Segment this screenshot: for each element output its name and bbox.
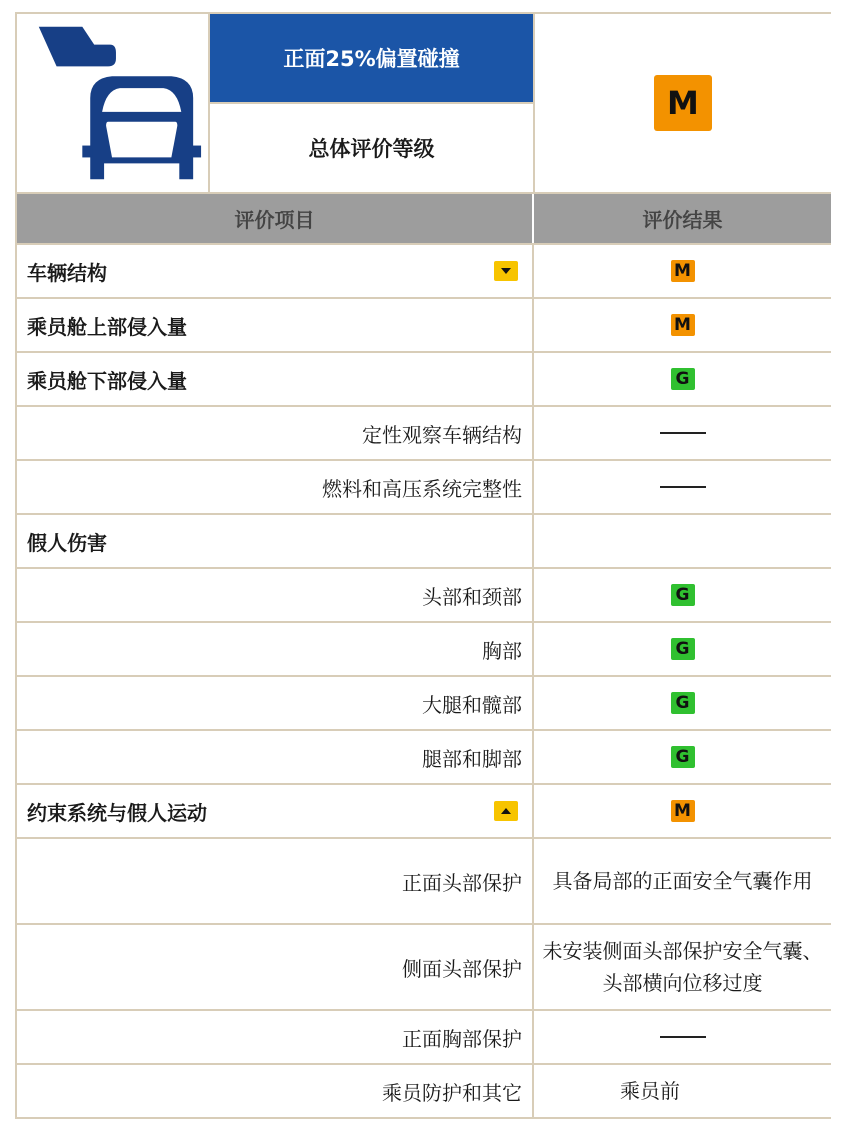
table-row (17, 299, 831, 353)
result-text: 未安装侧面头部保护安全气囊、头部横向位移过度 (542, 939, 823, 995)
rating-badge: G (671, 638, 695, 660)
row-label: 大腿和髋部 (422, 692, 522, 717)
table-row (17, 839, 831, 925)
category-row-restraint-system[interactable] (17, 785, 831, 839)
test-title-column (210, 14, 535, 192)
table-row (17, 623, 831, 677)
rating-badge: G (671, 746, 695, 768)
test-header (17, 14, 831, 194)
not-applicable-dash (660, 1036, 706, 1038)
not-applicable-dash (660, 432, 706, 434)
table-row (17, 461, 831, 515)
column-header-result: 评价结果 (642, 208, 723, 232)
result-text: 具备局部的正面安全气囊作用 (552, 869, 813, 893)
row-label: 燃料和高压系统完整性 (322, 476, 522, 501)
row-label: 胸部 (482, 638, 522, 663)
rating-badge: M (671, 314, 695, 336)
table-row (17, 677, 831, 731)
result-text: 乘员前 (620, 1079, 680, 1103)
row-label: 头部和颈部 (422, 584, 522, 609)
row-label: 正面胸部保护 (402, 1026, 522, 1051)
rating-badge: M (671, 800, 695, 822)
table-row (17, 1011, 831, 1065)
table-row (17, 731, 831, 785)
table-row (17, 1065, 831, 1119)
rating-badge: G (671, 692, 695, 714)
column-header-row (17, 194, 831, 245)
rating-badge: G (671, 584, 695, 606)
overall-rating-label: 总体评价等级 (308, 137, 435, 161)
table-row (17, 407, 831, 461)
table-row (17, 569, 831, 623)
rating-badge: G (671, 368, 695, 390)
category-row-dummy-injury (17, 515, 831, 569)
car-offset-front-impact-icon (17, 14, 210, 192)
row-label: 正面头部保护 (402, 870, 522, 895)
table-row (17, 353, 831, 407)
not-applicable-dash (660, 486, 706, 488)
row-label: 侧面头部保护 (402, 956, 522, 981)
overall-rating-badge: M (654, 75, 712, 131)
expand-toggle-icon[interactable] (494, 261, 518, 281)
collapse-toggle-icon[interactable] (494, 801, 518, 821)
row-label: 乘员防护和其它 (382, 1080, 522, 1105)
rating-table (15, 12, 831, 1119)
row-label: 乘员舱下部侵入量 (27, 368, 187, 393)
row-label: 乘员舱上部侵入量 (27, 314, 187, 339)
category-row-vehicle-structure[interactable] (17, 245, 831, 299)
row-label: 定性观察车辆结构 (362, 422, 522, 447)
empty-result (534, 515, 831, 567)
test-name: 正面25%偏置碰撞 (210, 14, 533, 104)
column-header-item: 评价项目 (17, 194, 534, 243)
rating-badge: M (671, 260, 695, 282)
table-row (17, 925, 831, 1011)
overall-rating-cell (535, 14, 831, 192)
row-label: 约束系统与假人运动 (27, 800, 207, 825)
row-label: 车辆结构 (27, 260, 107, 285)
row-label: 腿部和脚部 (422, 746, 522, 771)
row-label: 假人伤害 (27, 530, 107, 555)
